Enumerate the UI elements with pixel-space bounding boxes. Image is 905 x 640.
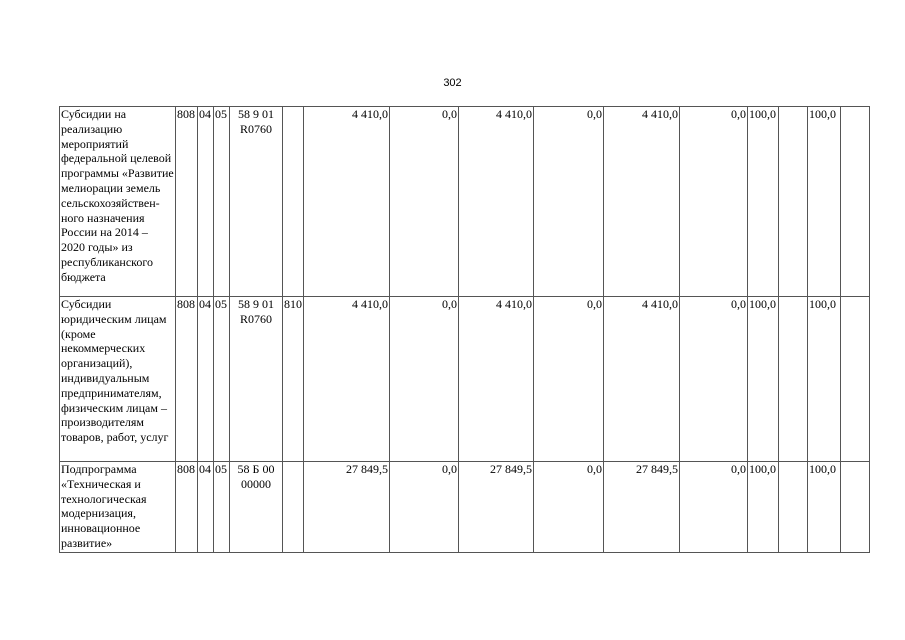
expense-type [283, 107, 304, 297]
extra-cell [841, 462, 870, 553]
subsection-code: 05 [214, 107, 230, 297]
expense-type: 810 [283, 297, 304, 462]
exec-total: 4 410,0 [604, 297, 680, 462]
exec-federal: 0,0 [534, 297, 604, 462]
percent-regional: 100,0 [808, 297, 841, 462]
ministry-code: 808 [176, 462, 198, 553]
exec-federal: 0,0 [534, 107, 604, 297]
plan-total: 4 410,0 [304, 107, 390, 297]
plan-federal: 0,0 [390, 107, 459, 297]
exec-total: 27 849,5 [604, 462, 680, 553]
percent-federal [779, 297, 808, 462]
row-name: Подпрограмма «Техническая и технологическая модернизация, инновационное развитие» [60, 462, 176, 553]
target-article: 58 Б 00 00000 [230, 462, 283, 553]
section-code: 04 [198, 462, 214, 553]
plan-regional: 27 849,5 [459, 462, 534, 553]
percent-regional: 100,0 [808, 107, 841, 297]
table-row [60, 462, 870, 553]
row-name: Субсидии юридическим лицам (кроме некоммерческих организаций), индивидуальным предпринимателям, физическим лицам – производителям товаров, работ, услуг [60, 297, 176, 462]
exec-other: 0,0 [680, 107, 748, 297]
plan-federal: 0,0 [390, 462, 459, 553]
percent-total: 100,0 [748, 107, 779, 297]
subsection-code: 05 [214, 297, 230, 462]
plan-federal: 0,0 [390, 297, 459, 462]
percent-federal [779, 107, 808, 297]
budget-table [59, 106, 870, 553]
table-row [60, 107, 870, 297]
plan-total: 4 410,0 [304, 297, 390, 462]
plan-regional: 4 410,0 [459, 107, 534, 297]
target-article: 58 9 01 R0760 [230, 297, 283, 462]
section-code: 04 [198, 107, 214, 297]
subsection-code: 05 [214, 462, 230, 553]
exec-other: 0,0 [680, 297, 748, 462]
ministry-code: 808 [176, 107, 198, 297]
target-article: 58 9 01 R0760 [230, 107, 283, 297]
table-row [60, 297, 870, 462]
page-number: 302 [443, 77, 462, 89]
extra-cell [841, 297, 870, 462]
ministry-code: 808 [176, 297, 198, 462]
exec-federal: 0,0 [534, 462, 604, 553]
plan-total: 27 849,5 [304, 462, 390, 553]
exec-total: 4 410,0 [604, 107, 680, 297]
percent-total: 100,0 [748, 462, 779, 553]
percent-federal [779, 462, 808, 553]
percent-regional: 100,0 [808, 462, 841, 553]
expense-type [283, 462, 304, 553]
percent-total: 100,0 [748, 297, 779, 462]
extra-cell [841, 107, 870, 297]
row-name: Субсидии на реализацию мероприятий федеральной целевой программы «Развитие мелиорации земель сельскохозяйствен-ного назначения России на 2014 – 2020 годы» из республиканского бюджета [60, 107, 176, 297]
exec-other: 0,0 [680, 462, 748, 553]
section-code: 04 [198, 297, 214, 462]
plan-regional: 4 410,0 [459, 297, 534, 462]
